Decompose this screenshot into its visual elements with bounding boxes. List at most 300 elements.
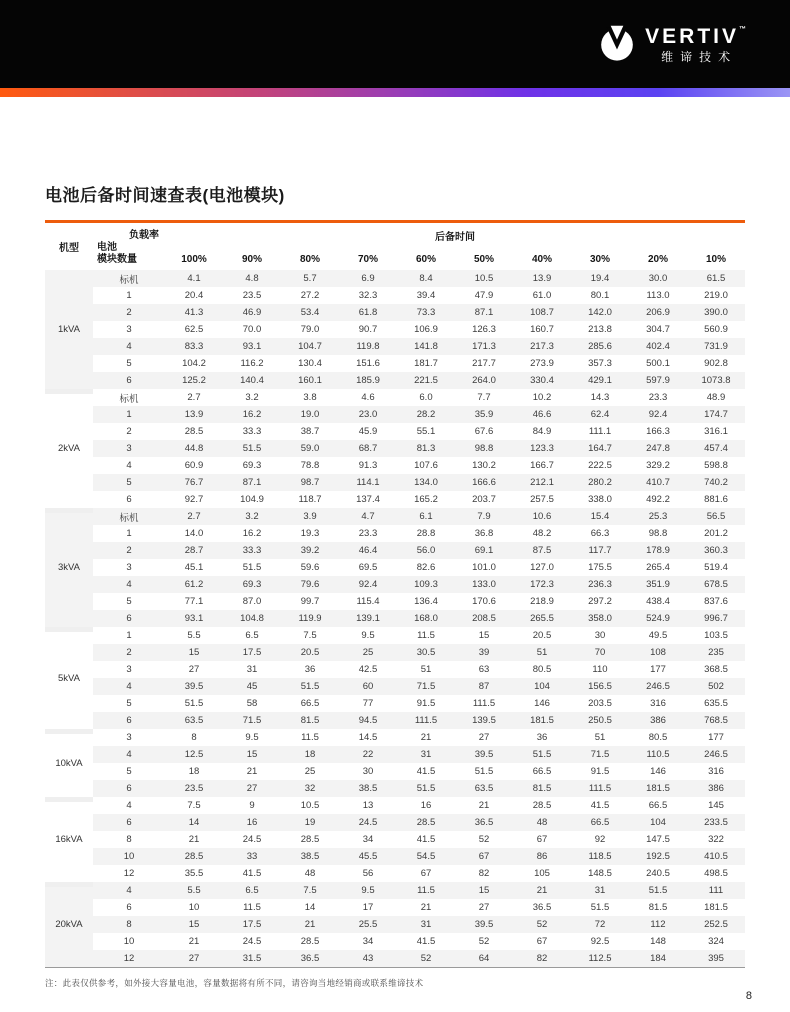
backup-time-value-cell: 265.5 bbox=[513, 610, 571, 627]
backup-time-value-cell: 203.5 bbox=[588, 698, 612, 709]
backup-time-value-cell: 69.5 bbox=[358, 562, 378, 573]
backup-time-value-cell: 51 bbox=[513, 644, 571, 661]
backup-time-value-cell: 104 bbox=[629, 814, 687, 831]
backup-time-value-cell: 63.5 bbox=[165, 712, 223, 729]
backup-time-value-cell: 35.9 bbox=[455, 406, 513, 423]
backup-time-value-cell: 52 bbox=[478, 936, 490, 947]
backup-time-value-cell: 21 bbox=[246, 766, 258, 777]
backup-time-value-cell: 32 bbox=[281, 780, 339, 797]
modules-count-cell: 6 bbox=[93, 780, 165, 797]
backup-time-value-cell: 740.2 bbox=[687, 474, 745, 491]
backup-time-value-cell: 39.4 bbox=[416, 290, 436, 301]
backup-time-value-cell: 338.0 bbox=[588, 494, 612, 505]
backup-time-value-cell: 212.1 bbox=[513, 474, 571, 491]
backup-time-value-cell: 357.3 bbox=[588, 358, 612, 369]
backup-time-value-cell: 36.5 bbox=[455, 814, 513, 831]
backup-time-value-cell: 38.5 bbox=[339, 780, 397, 797]
modules-count-cell: 1 bbox=[126, 290, 132, 301]
backup-time-value-cell: 45.9 bbox=[358, 426, 378, 437]
backup-time-value-cell: 110.5 bbox=[629, 746, 687, 763]
backup-time-value-cell: 14.3 bbox=[590, 392, 610, 403]
backup-time-value-cell: 38.5 bbox=[281, 848, 339, 865]
backup-time-value-cell: 31 bbox=[571, 882, 629, 899]
backup-time-value-cell: 55.1 bbox=[416, 426, 436, 437]
backup-time-value-cell: 80.5 bbox=[532, 664, 552, 675]
backup-time-value-cell: 524.9 bbox=[629, 610, 687, 627]
backup-time-value-cell: 36.8 bbox=[474, 528, 494, 539]
backup-time-value-cell: 125.2 bbox=[165, 372, 223, 389]
backup-time-value-cell: 28.8 bbox=[416, 528, 436, 539]
modules-count-cell: 5 bbox=[126, 766, 132, 777]
modules-count-cell: 标机 bbox=[119, 393, 139, 405]
backup-time-value-cell: 438.4 bbox=[646, 596, 670, 607]
backup-time-value-cell: 6.9 bbox=[339, 270, 397, 287]
backup-time-value-cell: 151.6 bbox=[356, 358, 380, 369]
backup-time-value-cell: 111.1 bbox=[588, 426, 612, 437]
backup-time-value-cell: 21 bbox=[188, 936, 200, 947]
backup-time-value-cell: 142.0 bbox=[571, 304, 629, 321]
table-row bbox=[45, 610, 745, 627]
backup-time-value-cell: 5.7 bbox=[281, 270, 339, 287]
backup-time-value-cell: 87.1 bbox=[455, 304, 513, 321]
modules-count-cell: 6 bbox=[93, 814, 165, 831]
modules-count-cell: 5 bbox=[126, 358, 132, 369]
backup-time-value-cell: 30.0 bbox=[629, 270, 687, 287]
backup-time-value-cell: 18 bbox=[188, 766, 200, 777]
backup-time-value-cell: 16 bbox=[420, 800, 432, 811]
backup-time-value-cell: 5.5 bbox=[165, 882, 223, 899]
modules-count-cell: 12 bbox=[93, 950, 165, 967]
backup-time-value-cell: 14 bbox=[165, 814, 223, 831]
backup-time-value-cell: 10.5 bbox=[455, 270, 513, 287]
table-row bbox=[45, 287, 745, 304]
backup-time-value-cell: 23.5 bbox=[165, 780, 223, 797]
backup-time-value-cell: 6.0 bbox=[419, 392, 433, 403]
backup-time-value-cell: 170.6 bbox=[472, 596, 496, 607]
backup-time-value-cell: 273.9 bbox=[530, 358, 554, 369]
backup-time-value-cell: 73.3 bbox=[397, 304, 455, 321]
backup-time-value-cell: 2.7 bbox=[165, 508, 223, 525]
backup-time-value-cell: 156.5 bbox=[571, 678, 629, 695]
backup-time-value-cell: 133.0 bbox=[455, 576, 513, 593]
backup-time-value-cell: 33.3 bbox=[242, 426, 262, 437]
col-header-percent: 70% bbox=[357, 253, 378, 265]
backup-time-value-cell: 297.2 bbox=[588, 596, 612, 607]
modules-count-cell: 3 bbox=[126, 562, 132, 573]
backup-time-value-cell: 27 bbox=[188, 664, 200, 675]
backup-time-value-cell: 11.5 bbox=[243, 902, 261, 913]
backup-time-value-cell: 236.3 bbox=[571, 576, 629, 593]
modules-count-cell: 6 bbox=[93, 372, 165, 389]
brand-wordmark: VERTIV™ bbox=[645, 24, 746, 48]
backup-time-value-cell: 82.6 bbox=[416, 562, 436, 573]
backup-time-value-cell: 66.5 bbox=[300, 698, 320, 709]
col-header-percent: 100% bbox=[181, 253, 207, 265]
backup-time-value-cell: 240.5 bbox=[646, 868, 670, 879]
backup-time-value-cell: 39.5 bbox=[455, 916, 513, 933]
backup-time-value-cell: 11.5 bbox=[301, 732, 319, 743]
backup-time-value-cell: 233.5 bbox=[687, 814, 745, 831]
backup-time-value-cell: 9 bbox=[249, 800, 255, 811]
backup-time-value-cell: 83.3 bbox=[165, 338, 223, 355]
backup-time-value-cell: 79.0 bbox=[300, 324, 320, 335]
backup-time-value-cell: 7.5 bbox=[281, 882, 339, 899]
backup-time-value-cell: 360.3 bbox=[687, 542, 745, 559]
table-row bbox=[45, 440, 745, 457]
backup-time-value-cell: 160.7 bbox=[530, 324, 554, 335]
backup-time-value-cell: 108 bbox=[629, 644, 687, 661]
backup-time-value-cell: 635.5 bbox=[704, 698, 728, 709]
table-row bbox=[45, 712, 745, 729]
vertiv-logo bbox=[598, 25, 746, 63]
table-header bbox=[45, 222, 745, 271]
backup-time-value-cell: 63 bbox=[478, 664, 490, 675]
backup-time-value-cell: 115.4 bbox=[356, 596, 380, 607]
backup-time-value-cell: 146 bbox=[650, 766, 666, 777]
backup-time-value-cell: 27 bbox=[478, 732, 490, 743]
backup-time-value-cell: 203.7 bbox=[472, 494, 496, 505]
backup-time-value-cell: 16 bbox=[223, 814, 281, 831]
backup-time-value-cell: 285.6 bbox=[571, 338, 629, 355]
load-rate-label: 负载率 bbox=[129, 230, 159, 241]
backup-time-value-cell: 17.5 bbox=[223, 916, 281, 933]
modules-count-cell: 标机 bbox=[93, 508, 165, 525]
col-header-percent: 40% bbox=[531, 253, 552, 265]
backup-time-value-cell: 429.1 bbox=[571, 372, 629, 389]
backup-time-value-cell: 14 bbox=[304, 902, 316, 913]
backup-time-value-cell: 22 bbox=[339, 746, 397, 763]
table-row bbox=[45, 457, 745, 474]
backup-time-value-cell: 13 bbox=[362, 800, 374, 811]
backup-time-value-cell: 69.3 bbox=[242, 460, 262, 471]
backup-time-value-cell: 87 bbox=[455, 678, 513, 695]
backup-time-value-cell: 28.7 bbox=[165, 542, 223, 559]
backup-time-value-cell: 130.4 bbox=[298, 358, 322, 369]
backup-time-value-cell: 27 bbox=[223, 780, 281, 797]
table-row bbox=[45, 491, 745, 508]
backup-time-value-cell: 316 bbox=[708, 766, 724, 777]
backup-time-value-cell: 48.2 bbox=[532, 528, 552, 539]
backup-time-value-cell: 15 bbox=[223, 746, 281, 763]
backup-time-value-cell: 181.5 bbox=[704, 902, 728, 913]
backup-time-value-cell: 28.5 bbox=[184, 426, 204, 437]
backup-time-value-cell: 368.5 bbox=[704, 664, 728, 675]
backup-time-value-cell: 11.5 bbox=[417, 630, 435, 641]
backup-time-value-cell: 134.0 bbox=[397, 474, 455, 491]
backup-time-value-cell: 70 bbox=[571, 644, 629, 661]
backup-time-value-cell: 14.5 bbox=[358, 732, 378, 743]
backup-time-value-cell: 5.5 bbox=[187, 630, 201, 641]
modules-count-cell: 2 bbox=[126, 426, 132, 437]
backup-time-value-cell: 36.5 bbox=[532, 902, 552, 913]
table-row bbox=[45, 797, 745, 814]
table-row bbox=[45, 304, 745, 321]
backup-time-value-cell: 93.1 bbox=[165, 610, 223, 627]
backup-time-value-cell: 21 bbox=[420, 902, 432, 913]
col-header-percent: 80% bbox=[299, 253, 320, 265]
backup-time-value-cell: 45.5 bbox=[339, 848, 397, 865]
table-row bbox=[45, 882, 745, 899]
modules-count-cell: 4 bbox=[126, 800, 132, 811]
footnote: 注：此表仅供参考，如外接大容量电池，容量数据将有所不同，请咨询当地经销商或联系维谛技术 bbox=[45, 977, 424, 988]
modules-count-cell: 3 bbox=[126, 664, 132, 675]
modules-count-cell: 标机 bbox=[93, 270, 165, 287]
backup-time-value-cell: 58 bbox=[246, 698, 258, 709]
backup-time-value-cell: 13.9 bbox=[165, 406, 223, 423]
backup-time-value-cell: 498.5 bbox=[704, 868, 728, 879]
backup-time-value-cell: 23.3 bbox=[648, 392, 668, 403]
modules-count-cell: 12 bbox=[123, 868, 135, 879]
backup-time-value-cell: 51 bbox=[594, 732, 606, 743]
backup-time-value-cell: 46.9 bbox=[223, 304, 281, 321]
backup-time-value-cell: 36 bbox=[536, 732, 548, 743]
page-title: 电池后备时间速查表(电池模块) bbox=[45, 186, 285, 205]
table-row bbox=[45, 576, 745, 593]
backup-time-value-cell: 19.0 bbox=[281, 406, 339, 423]
backup-time-value-cell: 11.5 bbox=[397, 882, 455, 899]
backup-time-value-cell: 140.4 bbox=[223, 372, 281, 389]
backup-time-value-cell: 502 bbox=[687, 678, 745, 695]
backup-time-value-cell: 51.5 bbox=[513, 746, 571, 763]
backup-time-value-cell: 38.7 bbox=[300, 426, 320, 437]
backup-time-value-cell: 208.5 bbox=[455, 610, 513, 627]
backup-time-value-cell: 111.5 bbox=[397, 712, 455, 729]
backup-time-value-cell: 123.3 bbox=[513, 440, 571, 457]
backup-time-value-cell: 59.0 bbox=[281, 440, 339, 457]
brand-chinese-name: 维谛技术 bbox=[661, 49, 738, 64]
backup-time-value-cell: 390.0 bbox=[687, 304, 745, 321]
backup-time-value-cell: 111.5 bbox=[472, 698, 496, 709]
backup-time-value-cell: 330.4 bbox=[513, 372, 571, 389]
backup-time-value-cell: 51.5 bbox=[397, 780, 455, 797]
backup-time-value-cell: 174.7 bbox=[687, 406, 745, 423]
backup-time-value-cell: 67 bbox=[536, 834, 548, 845]
backup-time-value-cell: 114.1 bbox=[339, 474, 397, 491]
table-row bbox=[45, 593, 745, 610]
backup-time-value-cell: 66.5 bbox=[571, 814, 629, 831]
col-header-percent: 50% bbox=[473, 253, 494, 265]
backup-time-value-cell: 91.5 bbox=[590, 766, 610, 777]
backup-time-value-cell: 177 bbox=[650, 664, 666, 675]
backup-time-value-cell: 67 bbox=[536, 936, 548, 947]
backup-time-value-cell: 51.5 bbox=[184, 698, 204, 709]
backup-time-value-cell: 104.8 bbox=[223, 610, 281, 627]
backup-time-value-cell: 113.0 bbox=[646, 290, 670, 301]
backup-time-value-cell: 136.4 bbox=[414, 596, 438, 607]
table-row bbox=[45, 474, 745, 491]
backup-time-value-cell: 92.4 bbox=[339, 576, 397, 593]
backup-time-value-cell: 34 bbox=[362, 936, 374, 947]
backup-time-value-cell: 8 bbox=[191, 732, 197, 743]
model-cell: 10kVA bbox=[45, 729, 93, 797]
backup-time-value-cell: 109.3 bbox=[397, 576, 455, 593]
backup-time-value-cell: 17 bbox=[362, 902, 374, 913]
backup-time-value-cell: 21 bbox=[188, 834, 200, 845]
table-row bbox=[45, 814, 745, 831]
backup-time-value-cell: 116.2 bbox=[240, 358, 264, 369]
col-header-percent: 20% bbox=[647, 253, 668, 265]
backup-time-value-cell: 252.5 bbox=[687, 916, 745, 933]
backup-time-value-cell: 30 bbox=[594, 630, 606, 641]
backup-time-value-cell: 80.1 bbox=[590, 290, 610, 301]
backup-time-value-cell: 70.0 bbox=[242, 324, 262, 335]
backup-time-value-cell: 59.6 bbox=[300, 562, 320, 573]
page-number: 8 bbox=[745, 990, 752, 1002]
table-row bbox=[45, 865, 745, 882]
backup-time-value-cell: 106.9 bbox=[414, 324, 438, 335]
trademark-symbol: ™ bbox=[739, 25, 746, 33]
backup-time-value-cell: 61.0 bbox=[532, 290, 552, 301]
backup-time-value-cell: 4.8 bbox=[223, 270, 281, 287]
backup-time-value-cell: 60 bbox=[339, 678, 397, 695]
backup-time-value-cell: 52 bbox=[513, 916, 571, 933]
backup-time-value-cell: 192.5 bbox=[629, 848, 687, 865]
backup-time-value-cell: 81.5 bbox=[648, 902, 668, 913]
backup-time-value-cell: 7.5 bbox=[187, 800, 201, 811]
backup-time-value-cell: 7.5 bbox=[303, 630, 317, 641]
backup-time-value-cell: 15 bbox=[165, 916, 223, 933]
top-banner bbox=[0, 0, 790, 88]
backup-time-value-cell: 52 bbox=[397, 950, 455, 967]
backup-time-value-cell: 28.5 bbox=[300, 834, 320, 845]
backup-time-value-cell: 6.1 bbox=[397, 508, 455, 525]
backup-time-value-cell: 71.5 bbox=[223, 712, 281, 729]
backup-time-value-cell: 9.5 bbox=[245, 732, 259, 743]
backup-time-value-cell: 77 bbox=[362, 698, 374, 709]
backup-time-value-cell: 145 bbox=[708, 800, 724, 811]
backup-time-value-cell: 10 bbox=[188, 902, 200, 913]
backup-time-value-cell: 41.5 bbox=[416, 766, 436, 777]
backup-time-value-cell: 87.1 bbox=[223, 474, 281, 491]
backup-time-value-cell: 25 bbox=[304, 766, 316, 777]
modules-count-cell: 1 bbox=[126, 630, 132, 641]
backup-time-value-cell: 56.0 bbox=[397, 542, 455, 559]
backup-time-value-cell: 46.4 bbox=[339, 542, 397, 559]
backup-time-value-cell: 402.4 bbox=[629, 338, 687, 355]
backup-time-value-cell: 9.5 bbox=[339, 882, 397, 899]
backup-time-value-cell: 92.5 bbox=[590, 936, 610, 947]
backup-time-value-cell: 66.5 bbox=[648, 800, 668, 811]
table-row bbox=[45, 355, 745, 372]
modules-count-cell: 4 bbox=[126, 460, 132, 471]
table-row bbox=[45, 542, 745, 559]
backup-time-value-cell: 67 bbox=[420, 868, 432, 879]
modules-count-cell: 6 bbox=[93, 610, 165, 627]
table-row bbox=[45, 372, 745, 389]
backup-time-value-cell: 21 bbox=[420, 732, 432, 743]
backup-time-value-cell: 92 bbox=[594, 834, 606, 845]
modules-count-cell: 6 bbox=[93, 712, 165, 729]
modules-count-cell: 8 bbox=[126, 834, 132, 845]
modules-count-cell: 2 bbox=[93, 644, 165, 661]
backup-time-value-cell: 21 bbox=[478, 800, 490, 811]
table-row bbox=[45, 338, 745, 355]
backup-time-value-cell: 184 bbox=[629, 950, 687, 967]
backup-time-value-cell: 77.1 bbox=[184, 596, 204, 607]
backup-time-value-cell: 61.8 bbox=[339, 304, 397, 321]
backup-time-value-cell: 25 bbox=[339, 644, 397, 661]
backup-time-value-cell: 23.5 bbox=[242, 290, 262, 301]
backup-time-value-cell: 69.3 bbox=[223, 576, 281, 593]
backup-time-value-cell: 27 bbox=[478, 902, 490, 913]
backup-time-value-cell: 127.0 bbox=[530, 562, 554, 573]
backup-time-value-cell: 79.6 bbox=[281, 576, 339, 593]
backup-time-value-cell: 24.5 bbox=[339, 814, 397, 831]
backup-time-value-cell: 175.5 bbox=[588, 562, 612, 573]
vertiv-logo-icon bbox=[598, 25, 636, 63]
backup-time-value-cell: 33 bbox=[223, 848, 281, 865]
backup-time-value-cell: 118.7 bbox=[298, 494, 322, 505]
table-row bbox=[45, 916, 745, 933]
backup-time-value-cell: 93.1 bbox=[223, 338, 281, 355]
backup-time-value-cell: 181.5 bbox=[513, 712, 571, 729]
backup-time-value-cell: 147.5 bbox=[646, 834, 670, 845]
backup-time-value-cell: 235 bbox=[687, 644, 745, 661]
backup-time-value-cell: 731.9 bbox=[687, 338, 745, 355]
backup-time-value-cell: 21 bbox=[281, 916, 339, 933]
backup-time-value-cell: 30 bbox=[362, 766, 374, 777]
backup-time-value-cell: 72 bbox=[571, 916, 629, 933]
backup-time-value-cell: 837.6 bbox=[704, 596, 728, 607]
backup-time-value-cell: 98.8 bbox=[455, 440, 513, 457]
backup-time-value-cell: 24.5 bbox=[242, 834, 262, 845]
backup-time-value-cell: 94.5 bbox=[339, 712, 397, 729]
backup-time-value-cell: 12.5 bbox=[165, 746, 223, 763]
backup-time-value-cell: 130.2 bbox=[472, 460, 496, 471]
backup-time-value-cell: 16.2 bbox=[242, 528, 262, 539]
modules-count-cell: 4 bbox=[93, 746, 165, 763]
backup-time-value-cell: 146 bbox=[534, 698, 550, 709]
backup-time-value-cell: 492.2 bbox=[646, 494, 670, 505]
backup-time-value-cell: 42.5 bbox=[358, 664, 378, 675]
backup-time-value-cell: 206.9 bbox=[629, 304, 687, 321]
modules-count-cell: 1 bbox=[126, 528, 132, 539]
col-header-percent: 10% bbox=[705, 253, 726, 265]
backup-time-value-cell: 101.0 bbox=[472, 562, 496, 573]
backup-time-value-cell: 61.5 bbox=[687, 270, 745, 287]
backup-time-value-cell: 27.2 bbox=[300, 290, 320, 301]
battery-backup-time-table bbox=[45, 220, 745, 968]
backup-time-value-cell: 71.5 bbox=[571, 746, 629, 763]
col-header-percent: 60% bbox=[415, 253, 436, 265]
backup-time-value-cell: 66.3 bbox=[590, 528, 610, 539]
backup-time-value-cell: 257.5 bbox=[530, 494, 554, 505]
backup-time-value-cell: 3.2 bbox=[245, 392, 259, 403]
modules-count-cell: 3 bbox=[126, 324, 132, 335]
backup-time-value-cell: 92.7 bbox=[184, 494, 204, 505]
page-content bbox=[0, 181, 790, 989]
backup-time-value-cell: 164.7 bbox=[571, 440, 629, 457]
backup-time-value-cell: 598.8 bbox=[704, 460, 728, 471]
backup-time-value-cell: 7.7 bbox=[477, 392, 491, 403]
backup-time-value-cell: 28.5 bbox=[532, 800, 552, 811]
backup-time-value-cell: 137.4 bbox=[356, 494, 380, 505]
backup-time-value-cell: 87.5 bbox=[513, 542, 571, 559]
col-header-model: 机型 bbox=[59, 243, 79, 254]
backup-time-value-cell: 28.5 bbox=[165, 848, 223, 865]
model-cell: 1kVA bbox=[45, 270, 93, 389]
table-row bbox=[45, 831, 745, 848]
backup-time-value-cell: 14.0 bbox=[184, 528, 204, 539]
backup-time-value-cell: 62.5 bbox=[184, 324, 204, 335]
backup-time-value-cell: 16.2 bbox=[223, 406, 281, 423]
backup-time-value-cell: 23.3 bbox=[358, 528, 378, 539]
backup-time-value-cell: 181.5 bbox=[629, 780, 687, 797]
backup-time-value-cell: 64 bbox=[455, 950, 513, 967]
backup-time-value-cell: 51.5 bbox=[242, 562, 262, 573]
backup-time-value-cell: 304.7 bbox=[646, 324, 670, 335]
backup-time-value-cell: 71.5 bbox=[397, 678, 455, 695]
